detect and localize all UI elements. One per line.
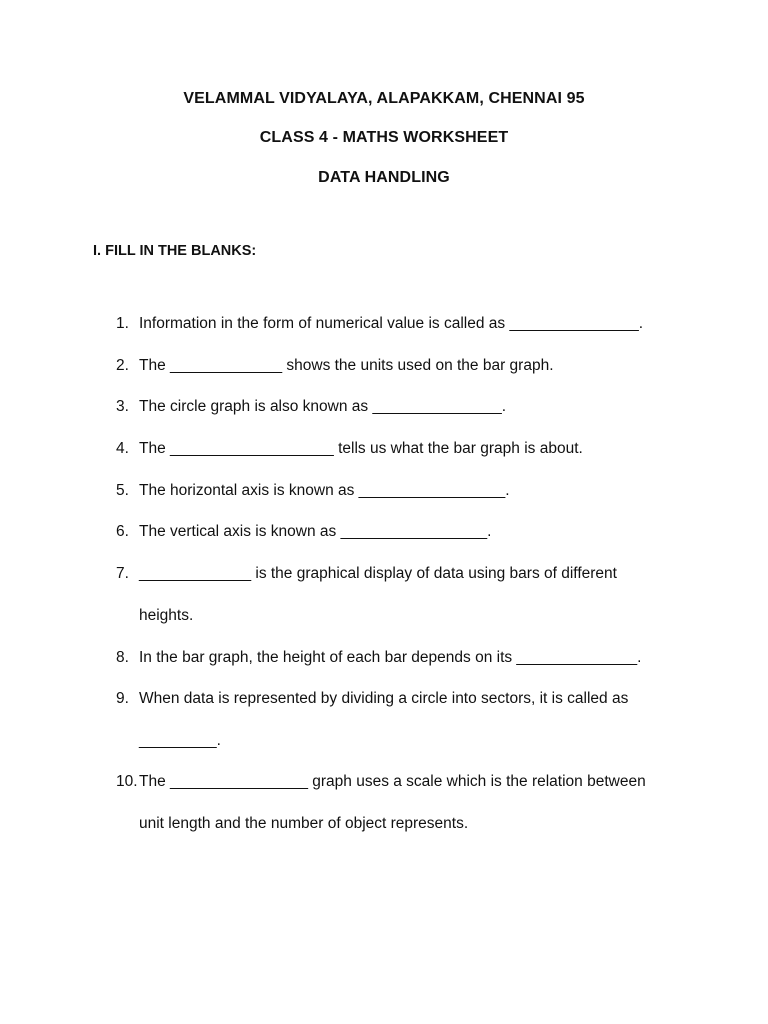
question-number: 2. <box>116 357 129 374</box>
question-text: The horizontal axis is known as _________________. <box>139 482 510 499</box>
school-name: VELAMMAL VIDYALAYA, ALAPAKKAM, CHENNAI 95 <box>183 90 585 107</box>
question-text: Information in the form of numerical value is called as _______________. <box>139 315 644 332</box>
question-number: 8. <box>116 649 129 666</box>
question-number: 5. <box>116 482 129 499</box>
question-number: 1. <box>116 315 129 332</box>
question-number: 4. <box>116 440 129 457</box>
topic-title: DATA HANDLING <box>318 169 450 186</box>
question-text: _____________ is the graphical display of data using bars of different <box>139 565 617 582</box>
question-text: When data is represented by dividing a circle into sectors, it is called as <box>139 690 629 707</box>
question-text: The vertical axis is known as _________________. <box>139 523 492 540</box>
question-text: The circle graph is also known as _______________. <box>139 398 507 415</box>
question-text: The ________________ graph uses a scale which is the relation between <box>139 773 646 790</box>
question-number: 9. <box>116 690 129 707</box>
question-number: 7. <box>116 565 129 582</box>
question-number: 6. <box>116 523 129 540</box>
question-text: The _____________ shows the units used on the bar graph. <box>139 357 554 374</box>
question-text: unit length and the number of object represents. <box>139 815 469 832</box>
question-number: 10. <box>116 773 138 790</box>
question-number: 3. <box>116 398 129 415</box>
question-text: _________. <box>139 732 221 749</box>
question-text: heights. <box>139 607 194 624</box>
section-heading: I. FILL IN THE BLANKS: <box>93 243 257 259</box>
question-text: The ___________________ tells us what the bar graph is about. <box>139 440 583 457</box>
question-text: In the bar graph, the height of each bar depends on its ______________. <box>139 649 642 666</box>
worksheet-title: CLASS 4 - MATHS WORKSHEET <box>259 129 509 146</box>
